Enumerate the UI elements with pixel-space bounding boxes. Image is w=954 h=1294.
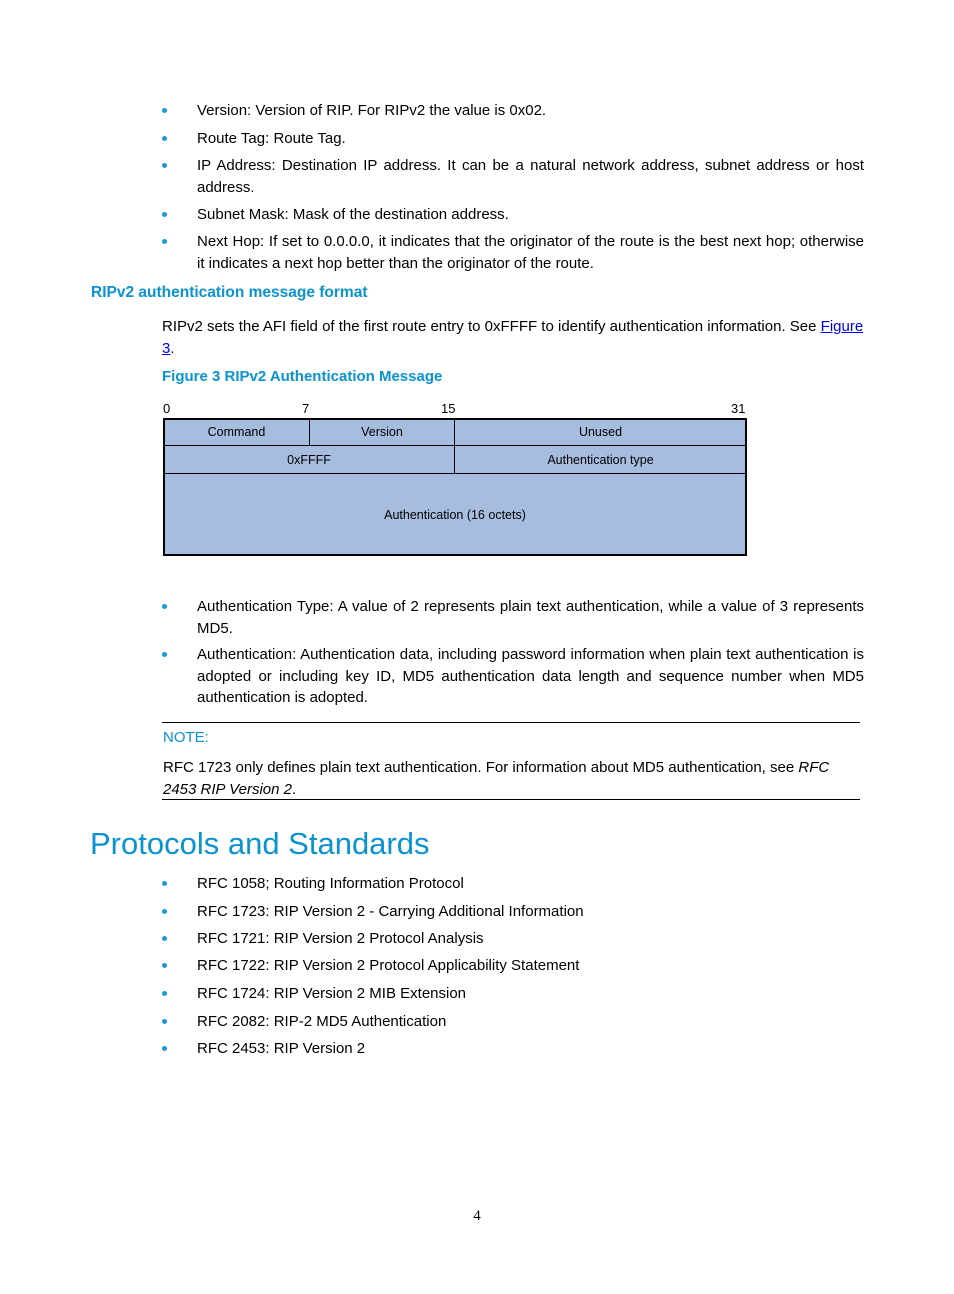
version-label: Version	[361, 425, 403, 439]
intro-text: RIPv2 sets the AFI field of the first route entry to 0xFFFF to identify authentication information. See	[162, 318, 821, 335]
bullet-icon	[162, 212, 167, 217]
note-text	[163, 757, 853, 800]
bullet-icon	[162, 1019, 167, 1024]
authentication-label: Authentication (16 octets)	[384, 507, 526, 522]
bullet-icon	[162, 136, 167, 141]
note-end: .	[291, 780, 297, 798]
auth-message-diagram	[163, 418, 747, 556]
list-item	[162, 1011, 864, 1033]
bit-label-15: 15	[441, 401, 456, 416]
bullet-icon	[162, 652, 167, 657]
version-field	[309, 418, 455, 446]
page-number: 4	[473, 1208, 481, 1224]
bit-label-31: 31	[731, 401, 746, 416]
note-label: NOTE:	[163, 729, 209, 746]
bullet-text: RFC 1721: RIP Version 2 Protocol Analysis	[197, 930, 484, 947]
bullet-icon	[162, 239, 167, 244]
list-item	[162, 644, 864, 709]
note-body: RFC 1723 only defines plain text authentication. For information about MD5 authentication, see	[163, 759, 799, 776]
bullet-text: Next Hop: If set to 0.0.0.0, it indicates that the originator of the route is the best next hop; otherwise it indicates a next hop better than the originator of the route.	[197, 233, 864, 272]
list-item	[162, 128, 864, 150]
auth-type-label: Authentication type	[547, 452, 654, 467]
list-item	[162, 231, 864, 274]
list-item	[162, 901, 864, 923]
note-reference: RFC 2453 RIP Version 2	[163, 759, 830, 798]
unused-field	[454, 418, 747, 446]
unused-label: Unused	[578, 425, 623, 439]
page-title: Protocols and Standards	[90, 826, 430, 861]
bullet-icon	[162, 163, 167, 168]
section-heading: RIPv2 authentication message format	[91, 284, 368, 301]
list-item	[162, 204, 864, 226]
afi-field	[163, 445, 455, 474]
list-item	[162, 155, 864, 198]
bullet-text: RFC 1722: RIP Version 2 Protocol Applicability Statement	[197, 957, 580, 974]
note-bottom-rule	[162, 799, 860, 800]
figure-link[interactable]: Figure 3	[162, 318, 864, 357]
bullet-text: RFC 2453: RIP Version 2	[197, 1040, 366, 1057]
command-field	[163, 418, 310, 446]
bullet-text: IP Address: Destination IP address. It can be a natural network address, subnet address or host address.	[197, 157, 864, 196]
bullet-text: RFC 1724: RIP Version 2 MIB Extension	[197, 985, 467, 1002]
bullet-icon	[162, 936, 167, 941]
bullet-icon	[162, 604, 167, 609]
command-label: Command	[207, 425, 266, 439]
bullet-icon	[162, 881, 167, 886]
note-top-rule	[162, 722, 860, 723]
bullet-text: Subnet Mask: Mask of the destination address.	[197, 206, 509, 223]
list-item	[162, 1038, 864, 1060]
bullet-icon	[162, 108, 167, 113]
bullet-text: Route Tag: Route Tag.	[197, 130, 346, 147]
bullet-text: RFC 2082: RIP-2 MD5 Authentication	[197, 1013, 447, 1030]
bullet-text: RFC 1723: RIP Version 2 - Carrying Additional Information	[197, 903, 584, 920]
list-item	[162, 983, 864, 1005]
bullet-text: Authentication Type: A value of 2 represents plain text authentication, while a value of 3 represents MD5.	[197, 598, 864, 637]
bullet-text: RFC 1058; Routing Information Protocol	[197, 875, 464, 892]
bullet-icon	[162, 909, 167, 914]
bullet-text: Version: Version of RIP. For RIPv2 the value is 0x02.	[197, 102, 547, 119]
bullet-icon	[162, 963, 167, 968]
auth-type-field	[454, 445, 747, 474]
list-item	[162, 873, 864, 895]
bit-label-7: 7	[302, 401, 310, 416]
afi-label: 0xFFFF	[287, 452, 331, 467]
list-item	[162, 955, 864, 977]
authentication-field	[163, 473, 747, 556]
bullet-icon	[162, 991, 167, 996]
section-intro	[162, 316, 864, 359]
list-item	[162, 928, 864, 950]
bullet-text: Authentication: Authentication data, including password information when plain text authentication is adopted or including key ID, MD5 authentication data length and sequence number when MD5 authentication is adopted.	[197, 646, 864, 706]
figure-caption: Figure 3 RIPv2 Authentication Message	[162, 368, 443, 385]
list-item	[162, 596, 864, 639]
list-item	[162, 100, 864, 122]
bit-label-0: 0	[163, 401, 171, 416]
intro-end: .	[170, 339, 175, 357]
bullet-icon	[162, 1046, 167, 1051]
